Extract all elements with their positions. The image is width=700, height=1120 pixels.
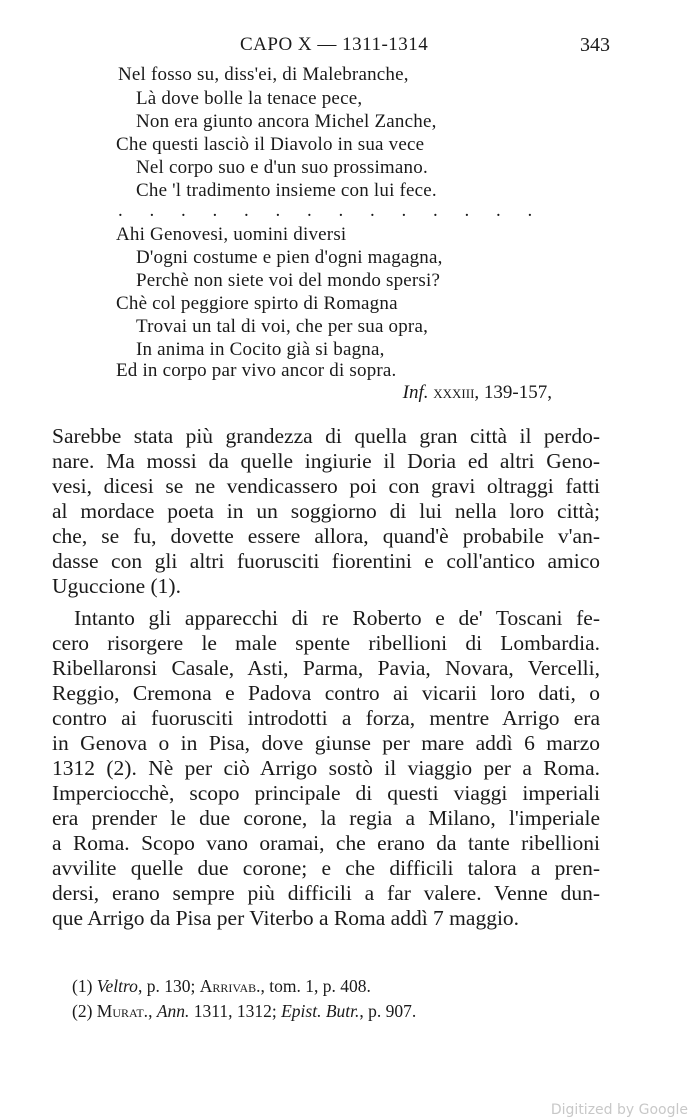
verse-line: Perchè non siete voi del mondo spersi? xyxy=(136,270,441,291)
text-line: contro ai fuorusciti introdotti a forza, mentre Arrigo era xyxy=(52,706,600,730)
verse-line: Che questi lasciò il Diavolo in sua vece xyxy=(116,134,425,155)
verse-line: Che 'l tradimento insieme con lui fece. xyxy=(136,180,437,201)
text-line: Ribellaronsi Casale, Asti, Parma, Pavia, Novara, Vercelli, xyxy=(52,656,600,680)
text-line: dersi, erano sempre più difficili a far valere. Venne dun- xyxy=(52,881,600,905)
footnote-text: , xyxy=(148,1001,153,1021)
citation-work: Inf. xyxy=(402,382,429,403)
text-line: Imperciocchè, scopo principale di questi viaggi imperiali xyxy=(52,781,600,805)
verse-citation xyxy=(403,382,552,404)
page-number: 343 xyxy=(580,34,610,56)
footnote-author: Arrivab. xyxy=(199,976,261,996)
citation-ref: xxxiii, 139-157, xyxy=(433,382,552,403)
footnote-text: , tom. 1, p. 408. xyxy=(260,976,371,996)
page-header xyxy=(50,30,610,60)
footnote-author: Murat. xyxy=(96,1001,149,1021)
verse-line: Chè col peggiore spirto di Romagna xyxy=(116,293,398,314)
text-line: era prender le due corone, la regia a Milano, l'imperiale xyxy=(52,806,600,830)
footnote-2 xyxy=(72,1001,416,1022)
text-line: Uguccione (1). xyxy=(52,574,181,598)
verse-line: Non era giunto ancora Michel Zanche, xyxy=(136,111,437,132)
verse-line: Trovai un tal di voi, che per sua opra, xyxy=(136,316,429,337)
verse-line: Nel corpo suo e d'un suo prossimano. xyxy=(136,157,428,178)
text-line: Intanto gli apparecchi di re Roberto e de' Toscani fe- xyxy=(74,606,600,630)
text-line: in Genova o in Pisa, dove giunse per mare addì 6 marzo xyxy=(52,731,600,755)
footnote-work: Epist. Butr. xyxy=(281,1001,360,1021)
text-line: avvilite quelle due corone; e che difficili talora a pren- xyxy=(52,856,600,880)
footnote-1 xyxy=(72,976,371,997)
text-line: Sarebbe stata più grandezza di quella gran città il perdo- xyxy=(52,424,600,448)
verse-line: In anima in Cocito già si bagna, xyxy=(136,339,385,360)
verse-line: Là dove bolle la tenace pece, xyxy=(136,88,363,109)
verse-line: Nel fosso su, diss'ei, di Malebranche, xyxy=(118,64,409,85)
text-line: Reggio, Cremona e Padova contro ai vicarii loro dati, o xyxy=(52,681,600,705)
footnote-text: , p. 130; xyxy=(137,976,196,996)
footnote-work: Ann. xyxy=(156,1001,190,1021)
google-watermark: Digitized by Google xyxy=(550,1102,688,1118)
text-line: a Roma. Scopo vano oramai, che erano da tante ribellioni xyxy=(52,831,600,855)
verse-line: Ed in corpo par vivo ancor di sopra. xyxy=(116,360,397,381)
footnote-number: (1) xyxy=(72,976,93,996)
verse-line: Ahi Genovesi, uomini diversi xyxy=(116,224,347,245)
verse-ellipsis: . . . . . . . . . . . . . . xyxy=(118,200,544,221)
running-head: CAPO X — 1311-1314 xyxy=(240,34,429,55)
text-line: que Arrigo da Pisa per Viterbo a Roma addì 7 maggio. xyxy=(52,906,520,930)
text-line: dasse con gli altri fuorusciti fiorentini e coll'antico amico xyxy=(52,549,600,573)
footnote-text: 1311, 1312; xyxy=(193,1001,277,1021)
text-line: cero risorgere le male spente ribellioni di Lombardia. xyxy=(52,631,600,655)
text-line: che, se fu, dovette essere allora, quand'è probabile v'an- xyxy=(52,524,600,548)
text-line: vesi, dicesi se ne vendicassero poi con gravi oltraggi fatti xyxy=(52,474,600,498)
footnote-number: (2) xyxy=(72,1001,93,1021)
footnote-text: , p. 907. xyxy=(359,1001,417,1021)
verse-line: D'ogni costume e pien d'ogni magagna, xyxy=(136,247,443,268)
text-line: nare. Ma mossi da quelle ingiurie il Doria ed altri Geno- xyxy=(52,449,600,473)
text-line: 1312 (2). Nè per ciò Arrigo sostò il viaggio per a Roma. xyxy=(52,756,600,780)
footnote-work: Veltro xyxy=(96,976,138,996)
text-line: al mordace poeta in un soggiorno di lui nella loro città; xyxy=(52,499,600,523)
